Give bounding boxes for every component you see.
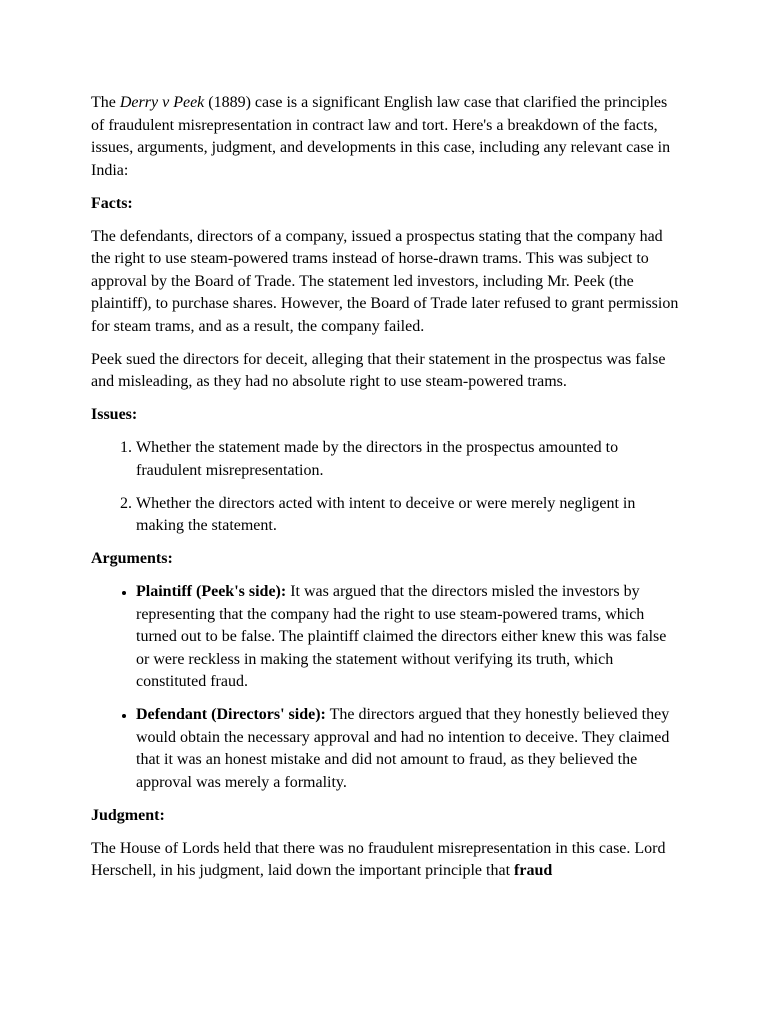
- facts-heading: Facts:: [91, 194, 133, 212]
- arguments-list: [91, 581, 679, 794]
- issues-heading: Issues:: [91, 406, 138, 423]
- judgment-heading: Judgment:: [91, 806, 165, 824]
- facts-paragraph-2: Peek sued the directors for deceit, alleging that their statement in the prospectus was false and misleading, as they had no absolute right to use steam-powered trams.: [91, 350, 666, 390]
- case-name: Derry v Peek: [119, 94, 205, 111]
- judgment-paragraph: [91, 838, 679, 883]
- intro-text: (1889) case is a significant English law case that clarified the principles of fraudulent misrepresentation in contract law and tort. Here's a breakdown of the facts, issues, arguments, judgment, and developments in this case, including any relevant case in India:: [91, 94, 671, 179]
- issue-item-2: 2. Whether the directors acted with intent to deceive or were merely negligent in making the statement.: [136, 493, 679, 538]
- argument-text-defendant: The directors argued that they honestly believed they would obtain the necessary approval and had no intention to deceive. They claimed that it was an honest mistake and did not amount to fraud, as they believed the approval was merely a formality.: [136, 706, 670, 791]
- intro-prefix: The: [91, 94, 120, 111]
- arguments-heading: Arguments:: [91, 550, 173, 567]
- document-page: [91, 92, 679, 893]
- issues-list: [91, 437, 679, 538]
- argument-text-plaintiff: It was argued that the directors misled the investors by representing that the company had the right to use steam-powered trams, which turned out to be false. The plaintiff claimed the directors either knew this was false or were reckless in making the statement without verifying its truth, which constituted fraud.: [136, 583, 667, 690]
- intro-paragraph: [91, 92, 679, 182]
- facts-paragraph-1: The defendants, directors of a company, issued a prospectus stating that the company had the right to use steam-powered trams instead of horse-drawn trams. This was subject to approval by the Board of Trade. The statement led investors, including Mr. Peek (the plaintiff), to purchase shares. However, the Board of Trade later refused to grant permission for steam trams, and as a result, the company failed.: [91, 227, 679, 335]
- argument-label-plaintiff: Plaintiff (Peek's side):: [136, 583, 287, 600]
- argument-label-defendant: Defendant (Directors' side):: [136, 706, 326, 723]
- judgment-text: The House of Lords held that there was no fraudulent misrepresentation in this case. Lord Herschell, in his judgment, laid down the important principle that: [91, 839, 666, 879]
- argument-item-defendant: [136, 704, 679, 794]
- argument-item-plaintiff: [136, 581, 679, 694]
- issue-item-1: 1. Whether the statement made by the directors in the prospectus amounted to fraudulent misrepresentation.: [136, 437, 679, 482]
- judgment-bold-tail: fraud: [514, 862, 553, 879]
